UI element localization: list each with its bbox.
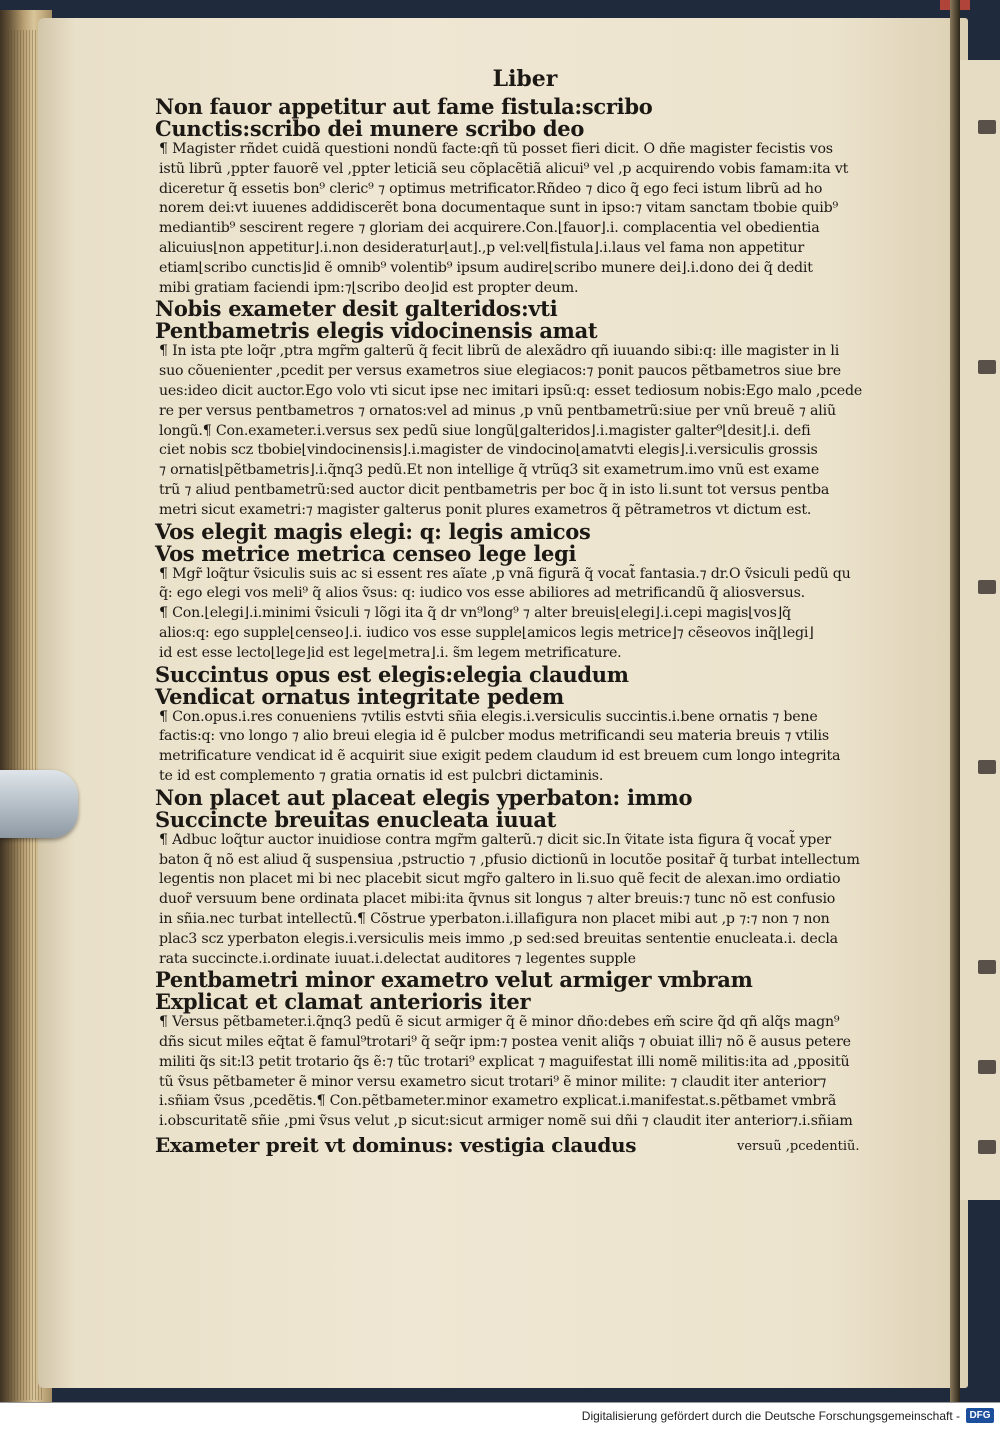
verse-line: Non placet aut placeat elegis yperbaton: immo [155, 784, 693, 810]
gloss-line: i.sñiam ṽsus ,pcedẽtis.¶ Con.pẽtbameter.minor exametro explicat.i.manifestat.s.pẽtbamet vmbrã [159, 1093, 837, 1110]
dfg-logo: DFG [966, 1408, 994, 1423]
gloss-line: ¶ Mgr̃ loq̃tur ṽsiculis suis ac si essent res aĩate ,p vnã figurã q̃ vocat̃ fantasia.⁊ dr.O ṽsiculi pedũ qu [159, 565, 851, 582]
page-clip [0, 770, 78, 838]
verse-line: Cunctis:scribo dei munere scribo deo [155, 116, 585, 141]
gloss-line: ¶ Adbuc loq̃tur auctor inuidiose contra mgr̃m galterũ.⁊ dicit sic.In ṽitate ista figura q̃ vocat̃ yper [159, 831, 831, 848]
gloss-line: tũ ṽsus pẽtbameter ẽ minor versu exametro sicut trotari⁹ ẽ minor milite: ⁊ claudit iter anterior⁊ [159, 1073, 827, 1090]
verse-line: Vos elegit magis elegi: q: legis amicos [155, 518, 591, 544]
gloss-line: norem dei:vt iuuenes addidiscerẽt bona documentaque sunt in ipso:⁊ vitam sanctam tbobie quib⁹ [159, 200, 839, 217]
gloss-line: metrificature vendicat id ẽ acquirit siue exigit pedem claudum id est breuem cum longo integrita [159, 748, 841, 765]
page-text [145, 66, 925, 1158]
gloss-tail: versuũ ,pcedentiũ. [737, 1139, 860, 1155]
gloss-line: ⁊ ornatis⌊pẽtbametris⌋.i.q̃nq3 pedũ.Et non intellige q̃ vtrũq3 sit exametrum.imo vnũ est exame [159, 462, 820, 479]
gloss-line: i.obscuritatẽ sñie ,pmi ṽsus velut ,p sicut:sicut armiger nomẽ sui dñi ⁊ claudit iter anterior⁊.i.sñiam [159, 1113, 853, 1130]
last-line [145, 1134, 925, 1158]
gloss-line: factis:q: vno longo ⁊ alio breui elegia id ẽ pulcber modus metrificandi seu materia breuis ⁊ vtilis [159, 728, 829, 745]
verse-line: Non fauor appetitur aut fame fistula:scribo [155, 94, 653, 119]
gloss-line: diceretur q̃ essetis bon⁹ cleric⁹ ⁊ optimus metrificator.Rñdeo ⁊ dico q̃ ego feci istum librũ ad ho [159, 180, 823, 197]
page-gutter [950, 0, 960, 1402]
gloss-line: ¶ In ista pte loq̃r ,ptra mgr̃m galterũ q̃ fecit librũ de alexãdro qñ iuuando sibi:q: ille magister in li [159, 343, 840, 360]
gloss-line: q̃: ego elegi vos meli⁹ q̃ alios ṽsus: q: iudico vos esse abiliores ad metrificandũ q̃ aliosversus. [159, 585, 805, 602]
gloss-line: baton q̃ nõ est aliud q̃ suspensiua ,pstructio ⁊ ,pfusio dictionũ in locutõe positar̃ q̃ turbat intellectum [159, 851, 860, 868]
gloss-line: plac3 scz yperbaton elegis.i.versiculis meis immo ,p sed:sed breuitas sententie enucleata.i. decla [159, 930, 838, 947]
verse-line: Explicat et clamat anterioris iter [155, 989, 531, 1015]
gloss-line: trũ ⁊ aliud pentbametrũ:sed auctor dicit pentbametris per boc q̃ in isto li.sunt tot versus pentba [159, 481, 830, 498]
footer-bar [0, 1402, 1000, 1430]
gloss-line: alios:q: ego supple⌊censeo⌋.i. iudico vos esse supple⌊amicos legis metrice⌋⁊ cẽseovos inq̃⌊legi⌋ [159, 624, 814, 641]
gloss-line: legentis non placet mi bi nec placebit sicut mgr̃o galtero in li.suo quẽ fecit de alexan.imo ordiatio [159, 871, 841, 888]
gloss-line: mediantib⁹ sescirent regere ⁊ gloriam dei acquirere.Con.⌊fauor⌋.i. complacentia vel obedientia [159, 220, 820, 237]
gloss-line: longũ.¶ Con.exameter.i.versus sex pedũ siue longũ⌊galteridos⌋.i.magister galter⁹⌊desit⌋.i. defi [159, 422, 811, 439]
verse-line: Succincte breuitas enucleata iuuat [155, 806, 557, 832]
gloss-line: alicuius⌊non appetitur⌋.i.non desideratur⌊aut⌋.,p vel:vel⌊fistula⌋.i.laus vel fama non appetitur [159, 239, 805, 256]
gloss-line: ues:ideo dicit auctor.Ego volo vti sicut ipse nec imitari ipsũ:q: esset tediosum nobis:Ego malo ,pcede [159, 382, 863, 399]
gloss-line: etiam⌊scribo cunctis⌋id ẽ omnib⁹ volentib⁹ ipsum audire⌊scribo munere dei⌋.i.dono dei q̃ dedit [159, 259, 813, 276]
gloss-line: id est esse lecto⌊lege⌋id est lege⌊metra⌋.i. s̃m legem metrificature. [159, 644, 622, 661]
gloss-line: ¶ Magister rñdet cuidã questioni nondũ facte:qñ tũ posset fieri dicit. O dñe magister fecistis vos [159, 141, 833, 157]
gloss-line: te id est complemento ⁊ gratia ornatis id est pulcbri dictaminis. [159, 767, 604, 784]
gloss-line: militi q̃s sit:l3 petit trotario q̃s ẽ:⁊ tũc trotari⁹ explicat ⁊ maguifestat illi nomẽ militis:ita ad ,ppositũ [159, 1053, 850, 1070]
gloss-line: duor̃ versuum bene ordinata placet mibi:ita q̃vnus sit longus ⁊ alter breuis:⁊ tunc nõ est confusio [159, 891, 836, 908]
verse-line: Vendicat ornatus integritate pedem [155, 683, 564, 709]
gloss-line: suo cõuenienter ,pcedit per versus exametros siue elegiacos:⁊ ponit paucos pẽtbametros siue bre [159, 363, 841, 380]
gloss-line: ¶ Con.opus.i.res conueniens ⁊vtilis estvti sñia elegis.i.versiculis succintis.i.bene ornatis ⁊ bene [159, 708, 818, 725]
gloss-line: ¶ Versus pẽtbameter.i.q̃nq3 pedũ ẽ sicut armiger q̃ ẽ minor dño:debes em̃ scire q̃d qñ alq̃s magn⁹ [159, 1014, 840, 1031]
verse-line: Nobis exameter desit galteridos:vti [155, 296, 558, 322]
facing-page-edge [960, 60, 1000, 1200]
verse-line: Pentbametri minor exametro velut armiger vmbram [155, 967, 753, 993]
gloss-line: mibi gratiam faciendi ipm:⁊⌊scribo deo⌋id est propter deum. [159, 279, 579, 296]
verse-line: Vos metrice metrica censeo lege legi [155, 540, 577, 566]
gloss-line: rata succincte.i.ordinate iuuat.i.delectat auditores ⁊ legentes supple [159, 950, 636, 967]
verse-line: Succintus opus est elegis:elegia claudum [155, 661, 629, 687]
gloss-line: dñs sicut miles eq̃tat ẽ famul⁹trotari⁹ q̃ seq̃r ipm:⁊ postea venit aliq̃s ⁊ obuiat illi⁊ nõ ẽ ausus petere [159, 1034, 851, 1051]
gloss-line: ¶ Con.⌊elegi⌋.i.minimi ṽsiculi ⁊ lõgi ita q̃ dr vn⁹long⁹ ⁊ alter breuis⌊elegi⌋.i.cepi magis⌊vos⌋q̃ [159, 605, 791, 622]
gloss-line: ciet nobis scz tbobie⌊vindocinensis⌋.i.magister de vindocino⌊amatvti elegis⌋.i.versiculis grossis [159, 442, 818, 459]
gloss-line: in sñia.nec turbat intellectũ.¶ Cõstrue yperbaton.i.illafigura non placet mibi aut ,p ⁊:⁊ non ⁊ non [159, 910, 830, 927]
verse-line: Pentbametris elegis vidocinensis amat [155, 318, 598, 344]
text-lines [145, 96, 925, 1132]
gloss-line: istũ librũ ,ppter fauorẽ vel ,ppter leticiã seu cõplacẽtiã alicui⁹ vel ,p acquirendo vobis famam:ita vt [159, 160, 849, 177]
running-head: Liber [492, 66, 558, 92]
gloss-line: metri sicut exametri:⁊ magister galterus ponit plures exametros q̃ pẽtrametros vt dictum est. [159, 501, 812, 518]
verse-line: Exameter preit vt dominus: vestigia claudus [155, 1133, 637, 1158]
gloss-line: re per versus pentbametros ⁊ ornatos:vel ad minus ,p vnũ pentbametrũ:siue per vnũ breuẽ ⁊ aliũ [159, 402, 836, 419]
footer-credit: Digitalisierung gefördert durch die Deutsche Forschungsgemeinschaft - [581, 1409, 960, 1423]
